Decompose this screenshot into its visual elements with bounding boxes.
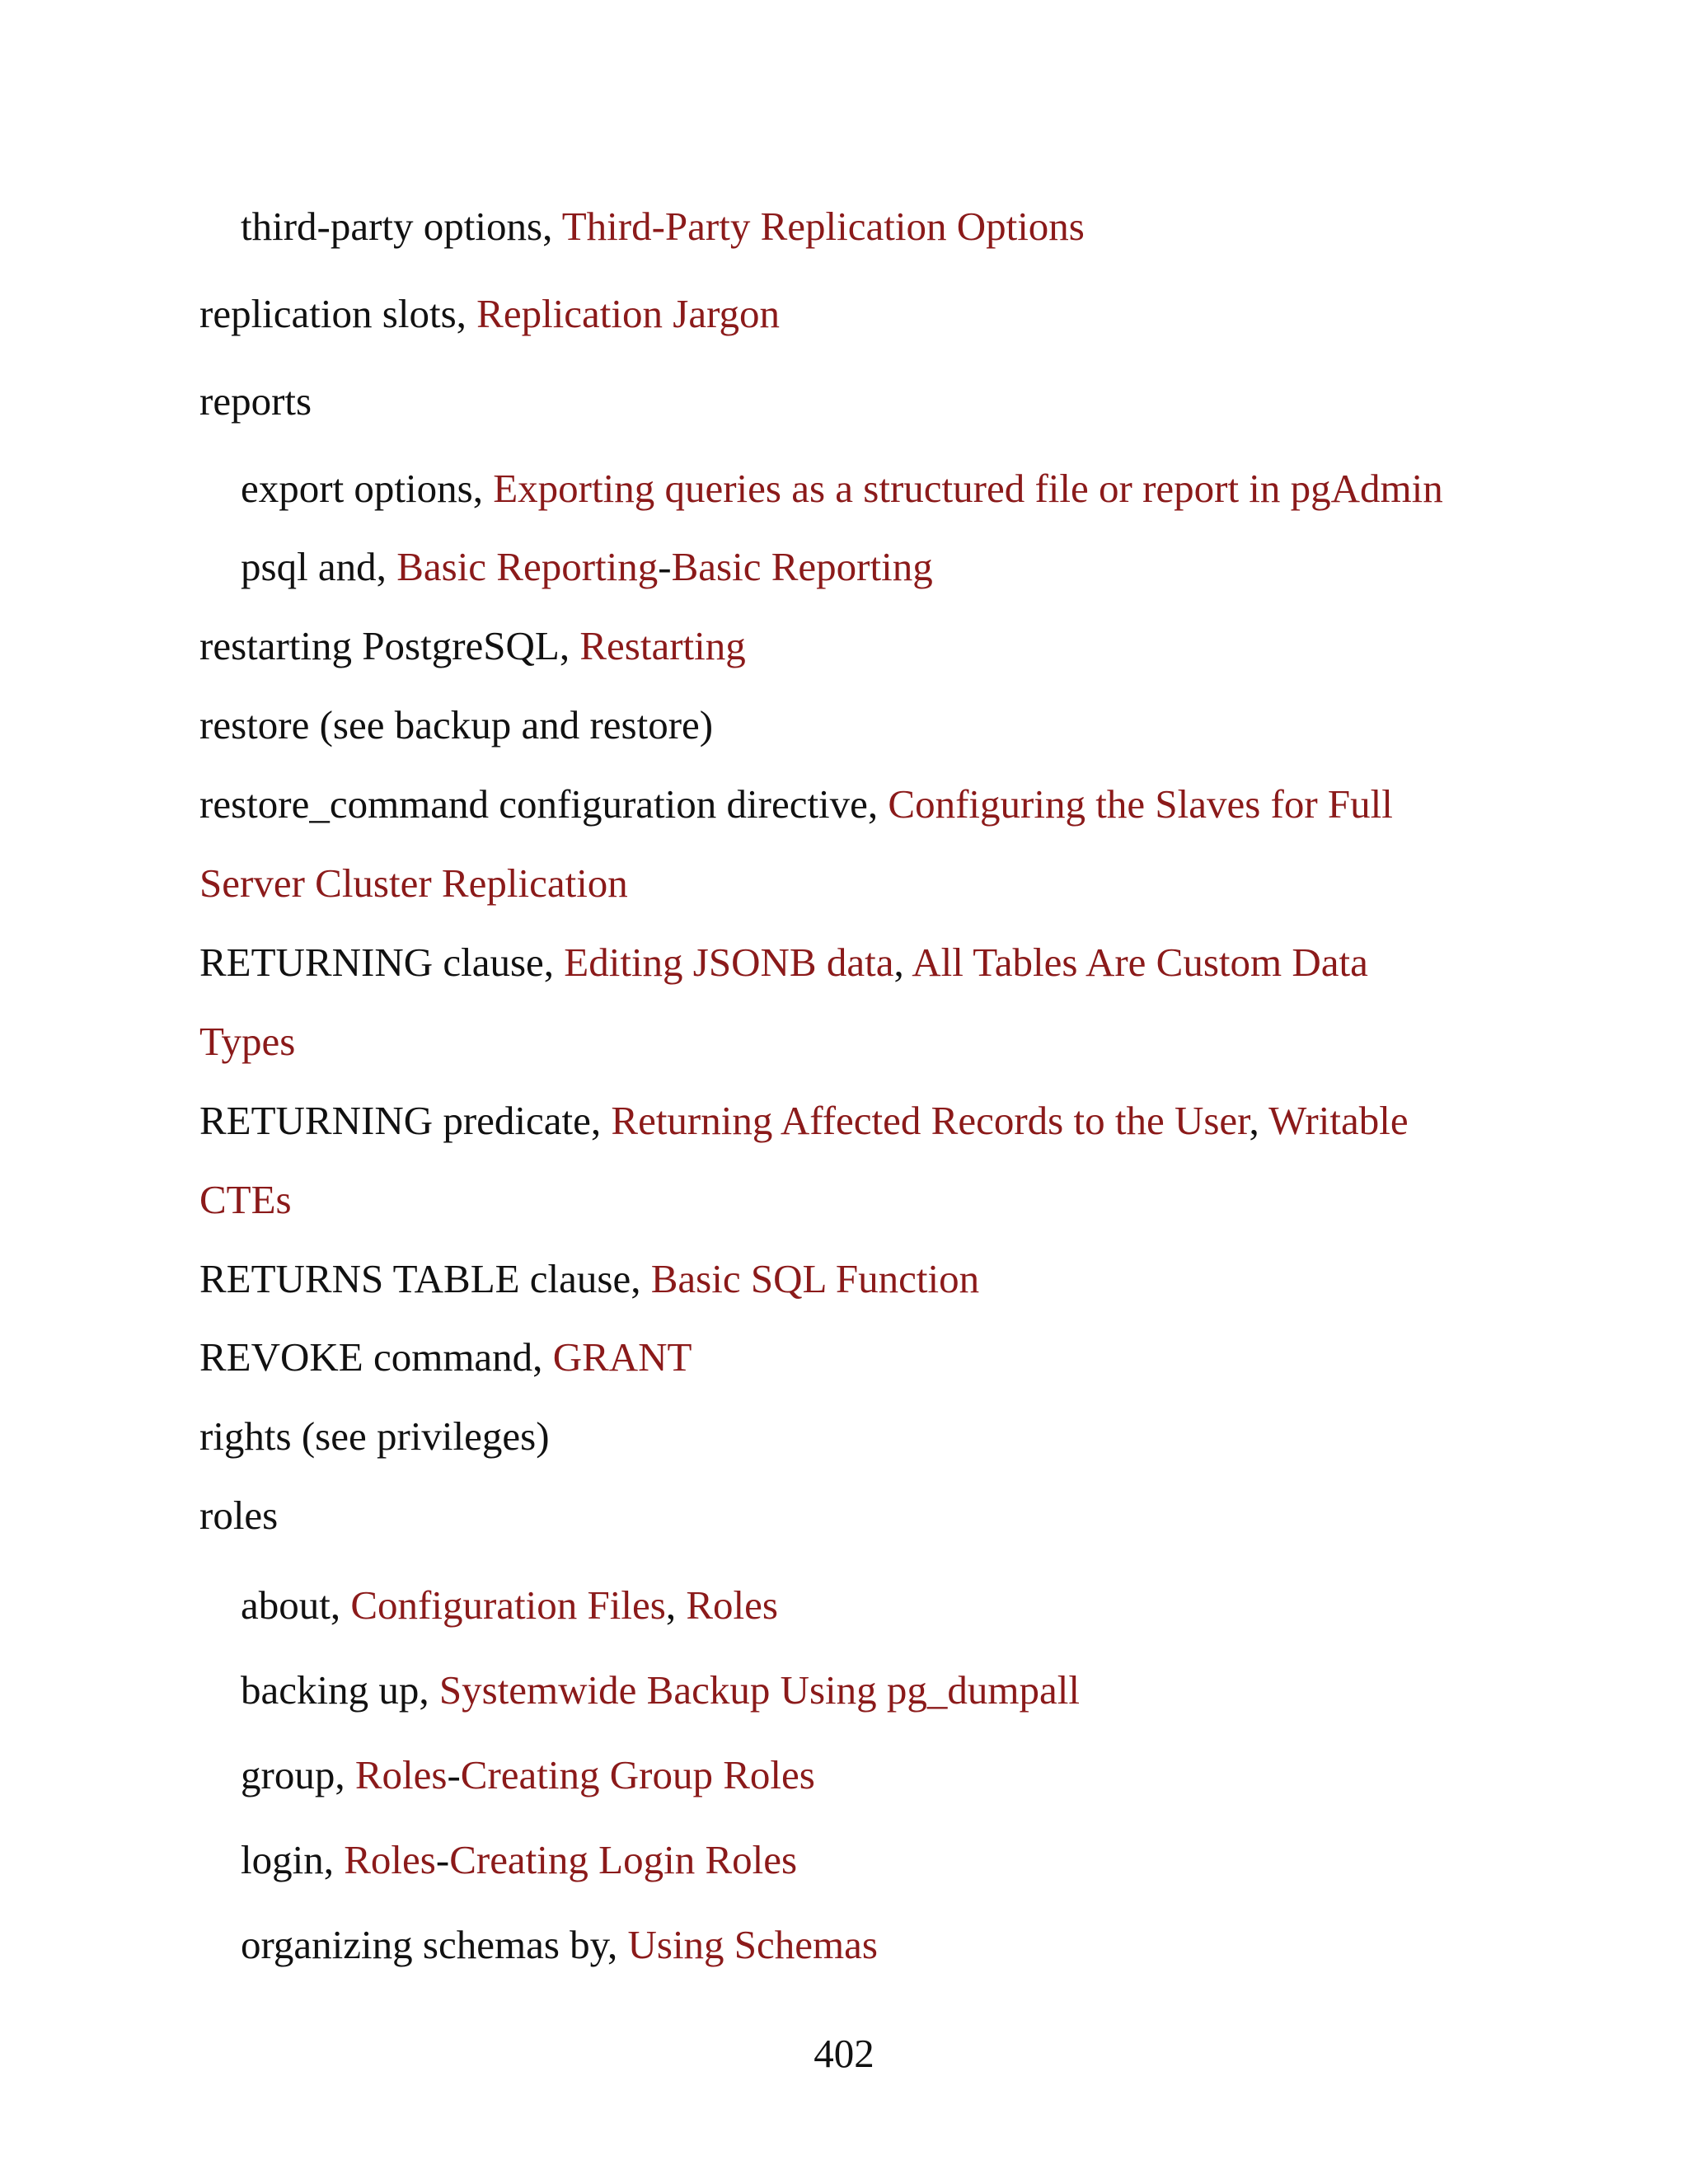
index-link-basic-reporting-start[interactable]: Basic Reporting — [396, 544, 659, 589]
index-entry-replication-slots — [199, 289, 780, 339]
index-term: organizing schemas by, — [241, 1922, 628, 1967]
index-link-roles-login-start[interactable]: Roles — [344, 1837, 436, 1882]
index-entry-roles-about — [241, 1581, 778, 1630]
index-entry-returning-predicate-continued — [199, 1175, 292, 1225]
index-term: about, — [241, 1582, 351, 1628]
index-link-using-schemas[interactable]: Using Schemas — [627, 1922, 878, 1967]
index-link-all-tables-custom-data-types[interactable]: All Tables Are Custom Data — [912, 940, 1368, 985]
index-link-separator: , — [665, 1582, 687, 1628]
index-entry-returning-clause-continued — [199, 1017, 295, 1066]
index-entry-roles-backing-up — [241, 1666, 1080, 1715]
index-entry-revoke-command — [199, 1333, 692, 1382]
index-term: group, — [241, 1752, 355, 1797]
index-term: RETURNING predicate, — [199, 1098, 612, 1143]
page-number: 402 — [814, 2031, 874, 2076]
index-term: login, — [241, 1837, 345, 1882]
index-entry-rights — [199, 1412, 550, 1461]
index-term: restarting PostgreSQL, — [199, 623, 580, 668]
index-entry-restore-command-continued — [199, 859, 628, 908]
index-entry-returning-predicate — [199, 1096, 1409, 1146]
index-term: backing up, — [241, 1667, 439, 1713]
index-term: rights (see privileges) — [199, 1413, 550, 1459]
index-entry-restarting-postgresql — [199, 621, 746, 671]
index-entry-psql-and — [241, 542, 933, 592]
index-link-basic-sql-function[interactable]: Basic SQL Function — [650, 1256, 980, 1301]
index-link-all-tables-custom-data-types-continued[interactable]: Types — [199, 1019, 296, 1064]
index-link-replication-jargon[interactable]: Replication Jargon — [476, 291, 781, 336]
index-term: RETURNING clause, — [199, 940, 565, 985]
index-link-configuring-slaves-continued[interactable]: Server Cluster Replication — [199, 860, 628, 906]
index-term: restore (see backup and restore) — [199, 702, 714, 748]
index-entry-roles-login — [241, 1835, 797, 1885]
index-entry-restore-command — [199, 780, 1393, 829]
index-link-creating-group-roles[interactable]: Creating Group Roles — [460, 1752, 815, 1797]
index-entry-export-options — [241, 464, 1443, 513]
index-entry-roles — [199, 1491, 278, 1540]
index-term: restore_command configuration directive, — [199, 781, 889, 827]
index-link-systemwide-backup[interactable]: Systemwide Backup Using pg_dumpall — [438, 1667, 1081, 1713]
index-term: replication slots, — [199, 291, 477, 336]
index-link-separator: - — [658, 544, 672, 589]
index-link-grant[interactable]: GRANT — [552, 1334, 692, 1380]
index-entry-organizing-schemas — [241, 1920, 878, 1970]
index-term: REVOKE command, — [199, 1334, 553, 1380]
index-link-basic-reporting-end[interactable]: Basic Reporting — [671, 544, 933, 589]
index-link-separator: - — [435, 1837, 450, 1882]
index-link-restarting[interactable]: Restarting — [579, 623, 746, 668]
index-link-editing-jsonb-data[interactable]: Editing JSONB data — [564, 940, 894, 985]
index-link-separator: , — [1249, 1098, 1269, 1143]
index-link-configuring-slaves[interactable]: Configuring the Slaves for Full — [888, 781, 1393, 827]
index-term: RETURNS TABLE clause, — [199, 1256, 651, 1301]
index-entry-returning-clause — [199, 938, 1368, 987]
index-entry-returns-table-clause — [199, 1254, 979, 1304]
index-link-roles[interactable]: Roles — [686, 1582, 778, 1628]
index-link-writable-ctes-continued[interactable]: CTEs — [199, 1177, 292, 1222]
index-link-returning-affected-records[interactable]: Returning Affected Records to the User — [611, 1098, 1250, 1143]
index-link-configuration-files[interactable]: Configuration Files — [350, 1582, 666, 1628]
index-term: reports — [199, 378, 312, 424]
index-term: export options, — [241, 466, 494, 511]
index-term: psql and, — [241, 544, 397, 589]
index-link-creating-login-roles[interactable]: Creating Login Roles — [449, 1837, 798, 1882]
index-entry-third-party-options — [241, 202, 1085, 251]
index-term: roles — [199, 1493, 279, 1538]
index-link-exporting-queries[interactable]: Exporting queries as a structured file or report in pgAdmin — [493, 466, 1443, 511]
index-link-third-party-replication-options[interactable]: Third-Party Replication Options — [561, 204, 1085, 249]
index-link-writable-ctes[interactable]: Writable — [1268, 1098, 1409, 1143]
index-entry-reports — [199, 377, 312, 426]
index-link-separator: - — [447, 1752, 461, 1797]
index-term: third-party options, — [241, 204, 562, 249]
index-link-roles-group-start[interactable]: Roles — [354, 1752, 448, 1797]
index-entry-roles-group — [241, 1750, 815, 1800]
index-link-separator: , — [893, 940, 912, 985]
index-entry-restore — [199, 701, 713, 750]
